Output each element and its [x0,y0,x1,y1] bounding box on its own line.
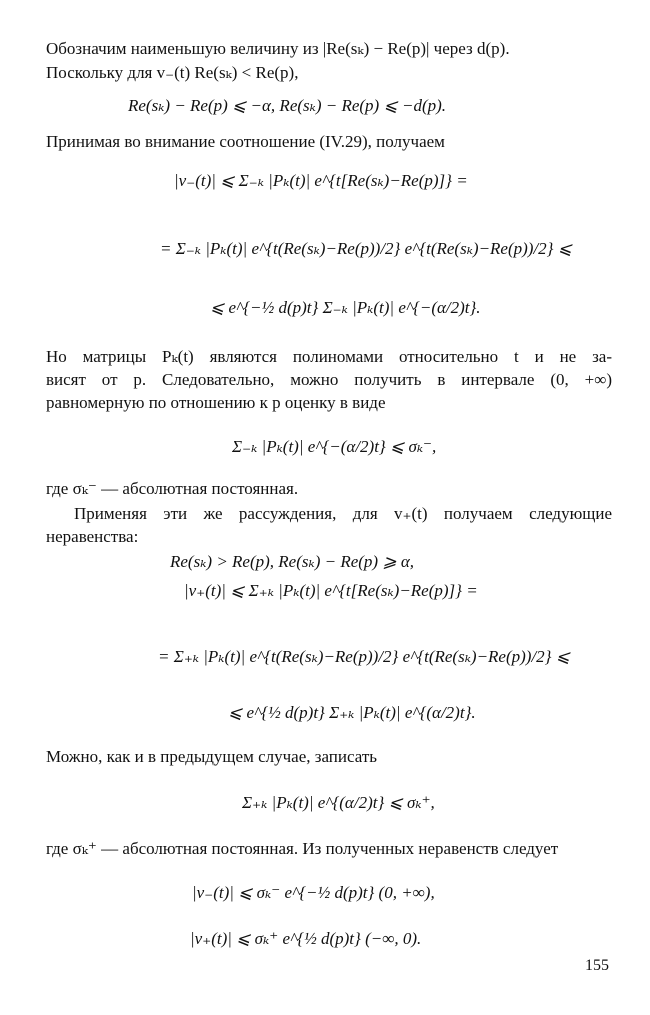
formula-6: Re(sₖ) > Re(p), Re(sₖ) − Re(p) ⩾ α, [170,552,415,571]
text-line-11: где σₖ⁺ — абсолютная постоянная. Из полученных неравенств следует [46,839,559,858]
formula-7: |v₊(t)| ⩽ Σ₊ₖ |Pₖ(t)| e^{t[Re(sₖ)−Re(p)]} = [184,581,478,600]
text-line-9: неравенства: [46,527,139,546]
text-line-4: Но матрицы Pₖ(t) являются полиномами относительно t и не за- [46,347,612,366]
formula-11: |v₋(t)| ⩽ σₖ⁻ e^{−½ d(p)t} (0, +∞), [192,883,435,902]
text-line-7: где σₖ⁻ — абсолютная постоянная. [46,479,299,498]
formula-9: ⩽ e^{½ d(p)t} Σ₊ₖ |Pₖ(t)| e^{(α/2)t}. [228,703,476,722]
text-line-2: Поскольку для v₋(t) Re(sₖ) < Re(p), [46,63,299,82]
text-line-6: равномерную по отношению к p оценку в виде [46,393,386,412]
formula-4: ⩽ e^{−½ d(p)t} Σ₋ₖ |Pₖ(t)| e^{−(α/2)t}. [210,298,481,317]
text-line-1: Обозначим наименьшую величину из |Re(sₖ) − Re(p)| через d(p). [46,39,510,58]
formula-8: = Σ₊ₖ |Pₖ(t)| e^{t(Re(sₖ)−Re(p))/2} e^{t(Re(sₖ)−Re(p))/2} ⩽ [158,647,570,666]
text-line-3: Принимая во внимание соотношение (IV.29), получаем [46,132,445,151]
text-line-5: висят от p. Следовательно, можно получить в интервале (0, +∞) [46,370,612,389]
formula-2: |v₋(t)| ⩽ Σ₋ₖ |Pₖ(t)| e^{t[Re(sₖ)−Re(p)]} = [174,171,468,190]
page-number: 155 [585,957,609,974]
formula-5: Σ₋ₖ |Pₖ(t)| e^{−(α/2)t} ⩽ σₖ⁻, [232,437,437,456]
formula-12: |v₊(t)| ⩽ σₖ⁺ e^{½ d(p)t} (−∞, 0). [190,929,422,948]
formula-10: Σ₊ₖ |Pₖ(t)| e^{(α/2)t} ⩽ σₖ⁺, [242,793,435,812]
formula-1: Re(sₖ) − Re(p) ⩽ −α, Re(sₖ) − Re(p) ⩽ −d(p). [128,96,447,115]
formula-3: = Σ₋ₖ |Pₖ(t)| e^{t(Re(sₖ)−Re(p))/2} e^{t(Re(sₖ)−Re(p))/2} ⩽ [160,239,572,258]
text-line-10: Можно, как и в предыдущем случае, записать [46,747,378,766]
text-line-8: Применяя эти же рассуждения, для v₊(t) получаем следующие [74,504,612,523]
